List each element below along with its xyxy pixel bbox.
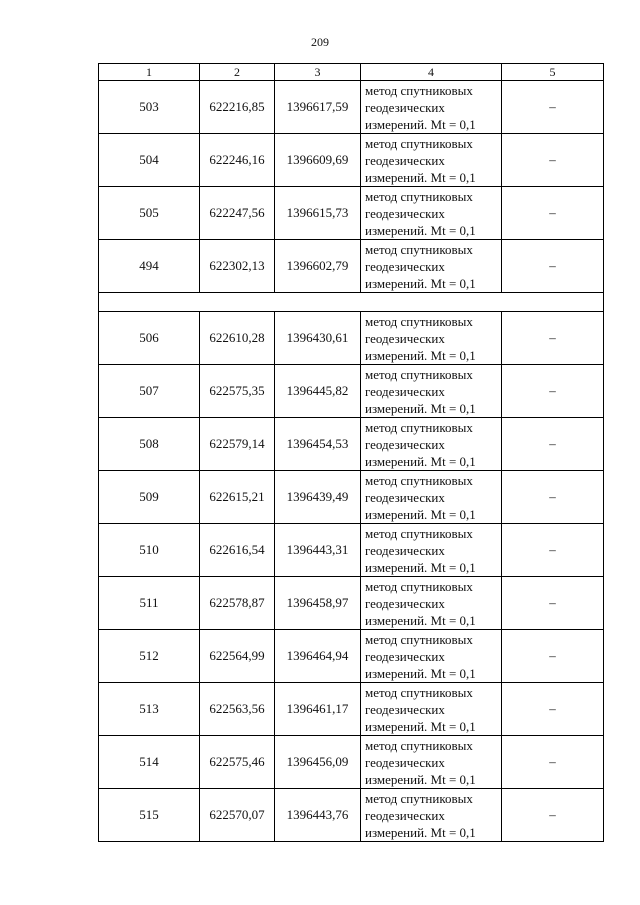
method-cell: метод спутниковых геодезических измерений. Mt = 0,1: [361, 81, 502, 134]
method-cell: метод спутниковых геодезических измерений. Mt = 0,1: [361, 187, 502, 240]
x-coordinate-cell: 622579,14: [200, 418, 275, 471]
table-row: [99, 81, 604, 134]
method-cell: метод спутниковых геодезических измерений. Mt = 0,1: [361, 736, 502, 789]
note-cell: –: [502, 577, 604, 630]
column-header: 5: [502, 64, 604, 81]
method-cell: метод спутниковых геодезических измерений. Mt = 0,1: [361, 471, 502, 524]
column-header: 4: [361, 64, 502, 81]
y-coordinate-cell: 1396439,49: [275, 471, 361, 524]
point-number-cell: 510: [99, 524, 200, 577]
y-coordinate-cell: 1396454,53: [275, 418, 361, 471]
x-coordinate-cell: 622615,21: [200, 471, 275, 524]
column-header: 3: [275, 64, 361, 81]
x-coordinate-cell: 622563,56: [200, 683, 275, 736]
x-coordinate-cell: 622610,28: [200, 312, 275, 365]
column-header: 1: [99, 64, 200, 81]
note-cell: –: [502, 630, 604, 683]
separator-cell: [99, 293, 604, 312]
note-cell: –: [502, 418, 604, 471]
table-row: [99, 365, 604, 418]
x-coordinate-cell: 622575,35: [200, 365, 275, 418]
method-cell: метод спутниковых геодезических измерений. Mt = 0,1: [361, 365, 502, 418]
point-number-cell: 508: [99, 418, 200, 471]
method-cell: метод спутниковых геодезических измерений. Mt = 0,1: [361, 134, 502, 187]
point-number-cell: 504: [99, 134, 200, 187]
column-header: 2: [200, 64, 275, 81]
point-number-cell: 514: [99, 736, 200, 789]
method-cell: метод спутниковых геодезических измерений. Mt = 0,1: [361, 789, 502, 842]
point-number-cell: 506: [99, 312, 200, 365]
method-cell: метод спутниковых геодезических измерений. Mt = 0,1: [361, 630, 502, 683]
note-cell: –: [502, 365, 604, 418]
note-cell: –: [502, 524, 604, 577]
point-number-cell: 507: [99, 365, 200, 418]
point-number-cell: 511: [99, 577, 200, 630]
x-coordinate-cell: 622216,85: [200, 81, 275, 134]
point-number-cell: 505: [99, 187, 200, 240]
point-number-cell: 512: [99, 630, 200, 683]
note-cell: –: [502, 240, 604, 293]
point-number-cell: 503: [99, 81, 200, 134]
method-cell: метод спутниковых геодезических измерений. Mt = 0,1: [361, 577, 502, 630]
method-cell: метод спутниковых геодезических измерений. Mt = 0,1: [361, 240, 502, 293]
note-cell: –: [502, 471, 604, 524]
method-cell: метод спутниковых геодезических измерений. Mt = 0,1: [361, 418, 502, 471]
point-number-cell: 509: [99, 471, 200, 524]
table-row: [99, 524, 604, 577]
coordinates-table: [98, 63, 604, 842]
x-coordinate-cell: 622564,99: [200, 630, 275, 683]
x-coordinate-cell: 622247,56: [200, 187, 275, 240]
table-row: [99, 471, 604, 524]
y-coordinate-cell: 1396617,59: [275, 81, 361, 134]
note-cell: –: [502, 312, 604, 365]
y-coordinate-cell: 1396456,09: [275, 736, 361, 789]
table-row: [99, 736, 604, 789]
method-cell: метод спутниковых геодезических измерений. Mt = 0,1: [361, 312, 502, 365]
note-cell: –: [502, 789, 604, 842]
y-coordinate-cell: 1396443,31: [275, 524, 361, 577]
table-row: [99, 789, 604, 842]
table-row: [99, 630, 604, 683]
note-cell: –: [502, 736, 604, 789]
point-number-cell: 513: [99, 683, 200, 736]
table-row: [99, 683, 604, 736]
note-cell: –: [502, 81, 604, 134]
y-coordinate-cell: 1396445,82: [275, 365, 361, 418]
point-number-cell: 494: [99, 240, 200, 293]
note-cell: –: [502, 134, 604, 187]
page-number: 209: [311, 35, 329, 49]
table-row: [99, 134, 604, 187]
table-row: [99, 240, 604, 293]
note-cell: –: [502, 187, 604, 240]
header-row: [99, 64, 604, 81]
table-row: [99, 577, 604, 630]
y-coordinate-cell: 1396602,79: [275, 240, 361, 293]
x-coordinate-cell: 622616,54: [200, 524, 275, 577]
point-number-cell: 515: [99, 789, 200, 842]
table-row: [99, 418, 604, 471]
x-coordinate-cell: 622578,87: [200, 577, 275, 630]
y-coordinate-cell: 1396609,69: [275, 134, 361, 187]
y-coordinate-cell: 1396443,76: [275, 789, 361, 842]
y-coordinate-cell: 1396458,97: [275, 577, 361, 630]
method-cell: метод спутниковых геодезических измерений. Mt = 0,1: [361, 524, 502, 577]
y-coordinate-cell: 1396615,73: [275, 187, 361, 240]
x-coordinate-cell: 622575,46: [200, 736, 275, 789]
separator-row: [99, 293, 604, 312]
y-coordinate-cell: 1396464,94: [275, 630, 361, 683]
method-cell: метод спутниковых геодезических измерений. Mt = 0,1: [361, 683, 502, 736]
table-row: [99, 312, 604, 365]
table-body: [99, 64, 604, 842]
table-row: [99, 187, 604, 240]
note-cell: –: [502, 683, 604, 736]
x-coordinate-cell: 622570,07: [200, 789, 275, 842]
x-coordinate-cell: 622246,16: [200, 134, 275, 187]
x-coordinate-cell: 622302,13: [200, 240, 275, 293]
y-coordinate-cell: 1396430,61: [275, 312, 361, 365]
y-coordinate-cell: 1396461,17: [275, 683, 361, 736]
